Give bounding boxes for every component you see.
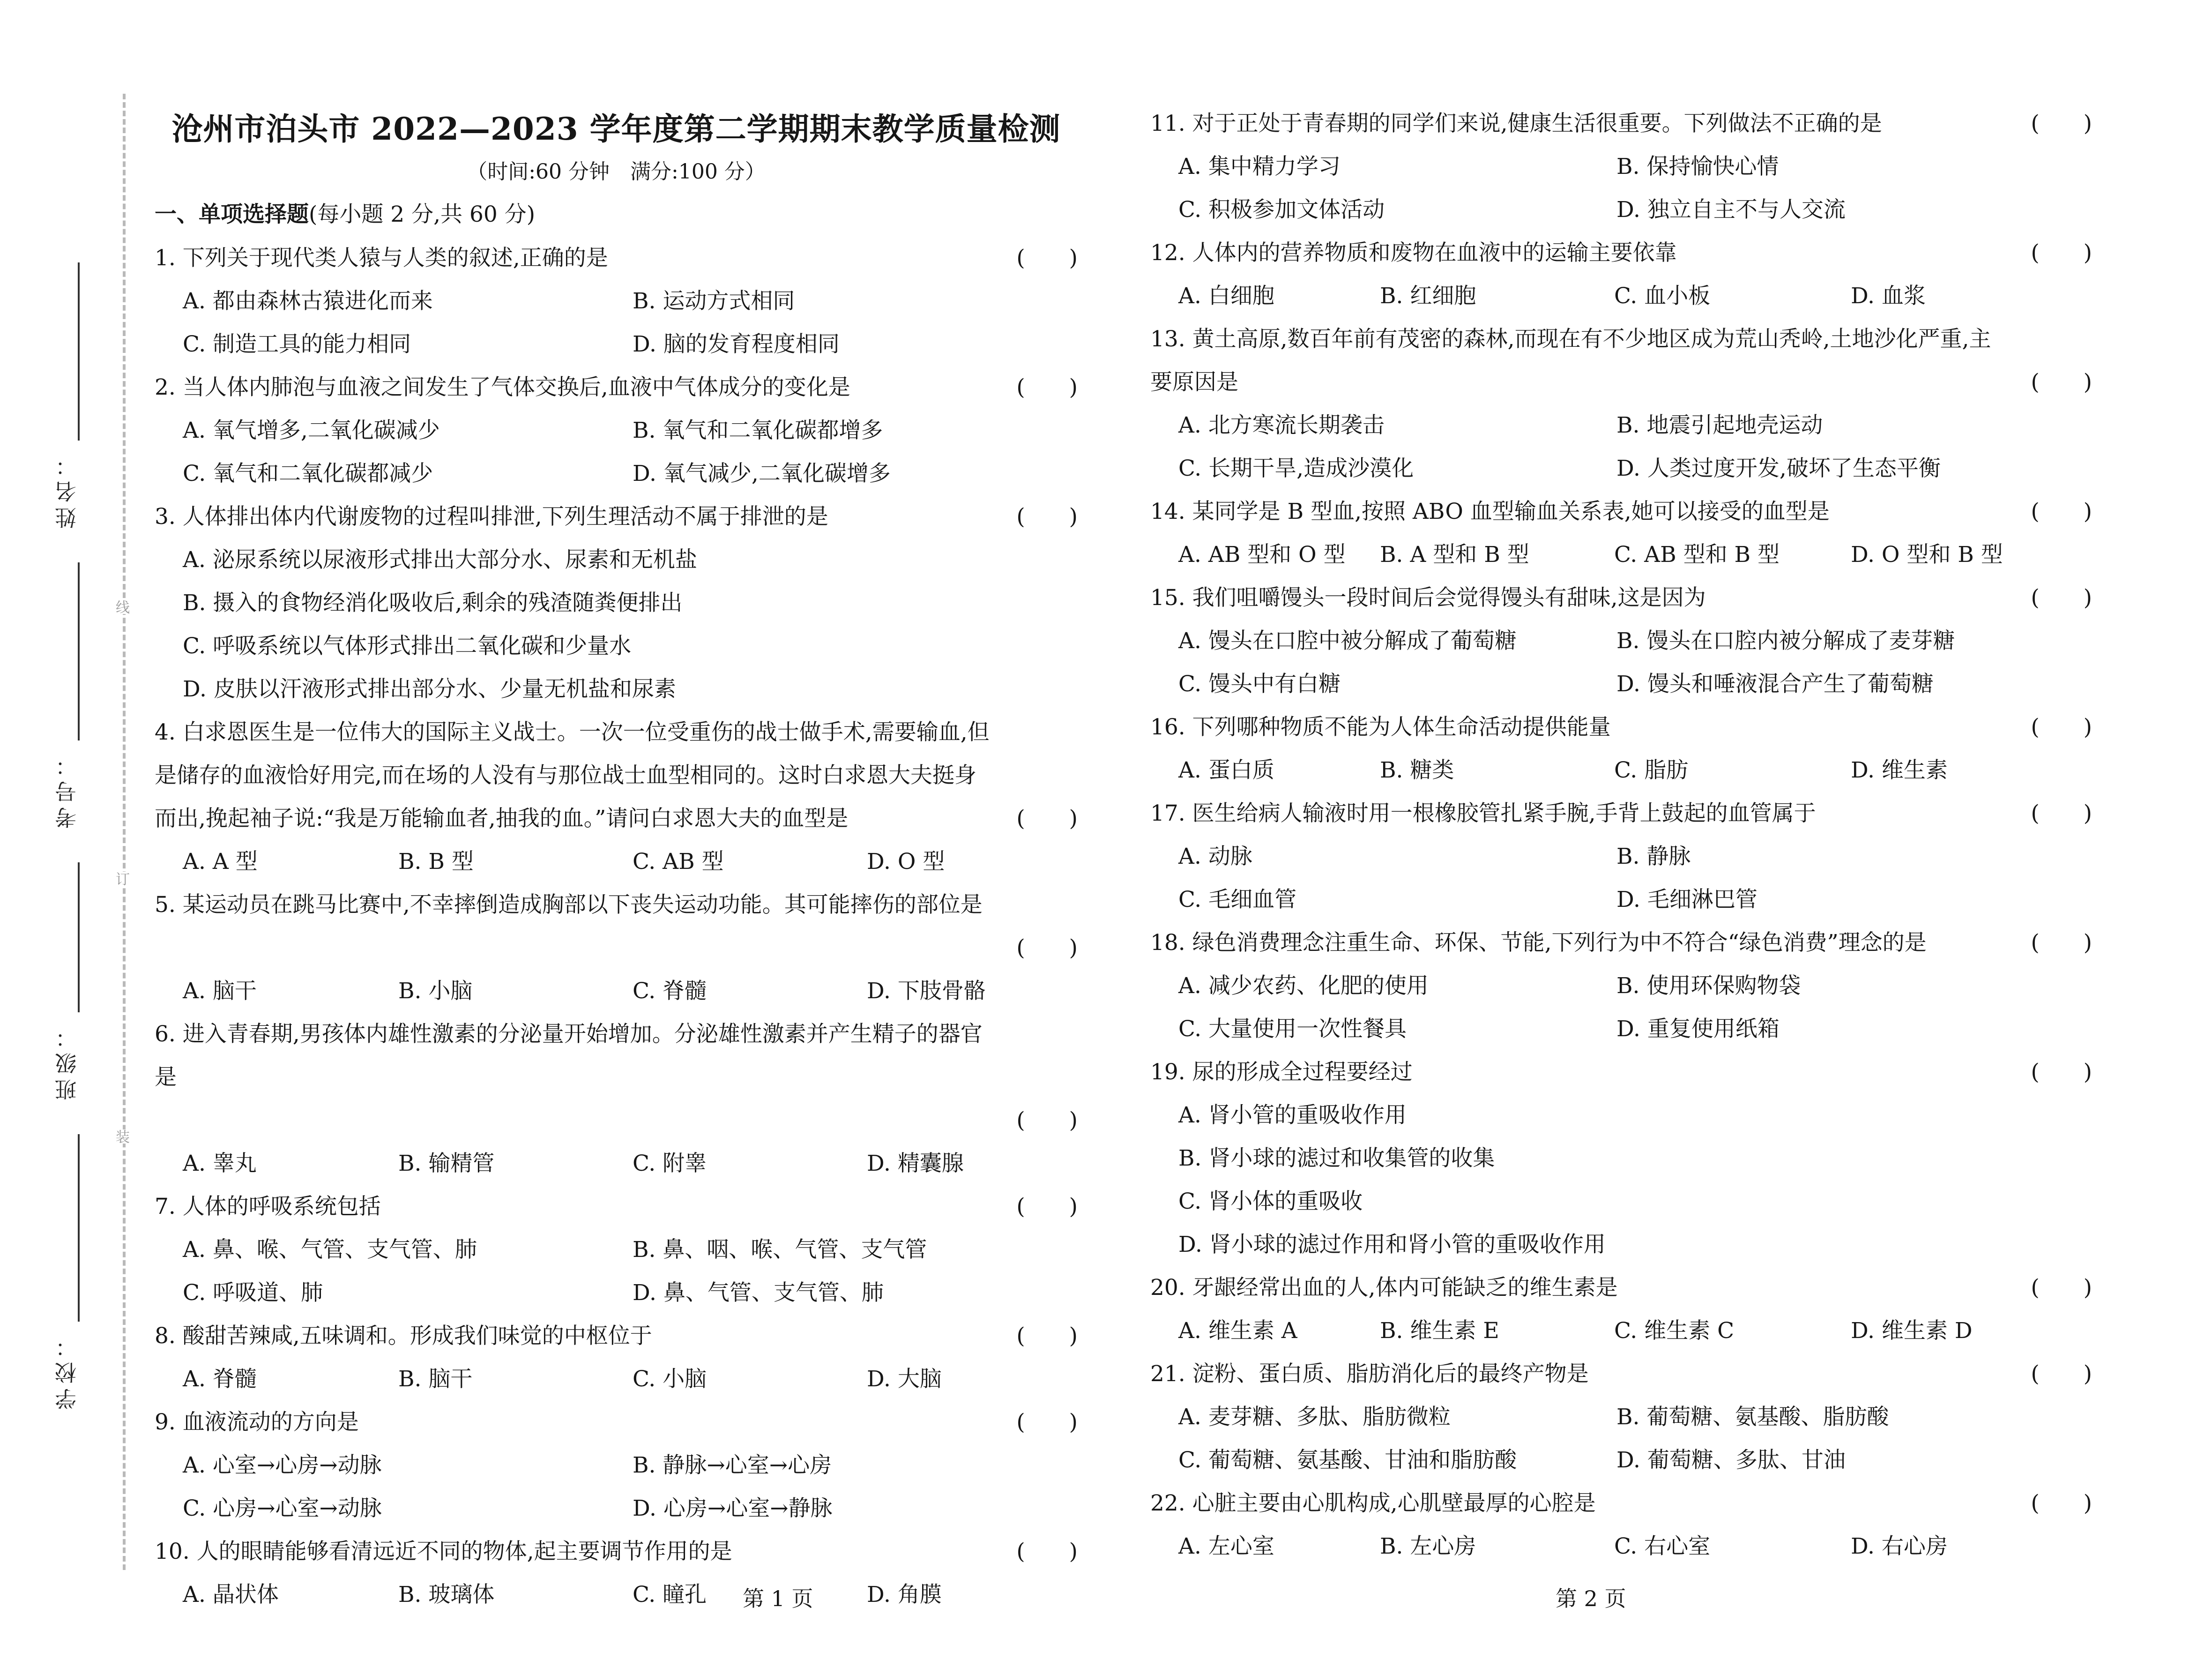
option-c: C. 氧气和二氧化碳都减少 <box>183 461 433 486</box>
seal-mark-line: 线 <box>112 600 131 614</box>
option-a: A. 集中精力学习 <box>1178 154 1341 179</box>
option-a: A. 睾丸 <box>183 1151 257 1176</box>
question-stem <box>1150 1051 2092 1094</box>
question-item <box>155 237 1078 366</box>
answer-bracket[interactable]: ( ) <box>2031 585 2092 611</box>
answer-bracket[interactable]: ( ) <box>2031 1361 2092 1387</box>
question-text: 19. 尿的形成全过程要经过 <box>1150 1059 1413 1085</box>
option-list <box>1150 145 2092 232</box>
option-b: B. 静脉 <box>1616 844 1691 869</box>
option-d: D. 维生素 <box>1851 757 1948 783</box>
option-d: D. 氧气减少,二氧化碳增多 <box>633 461 891 486</box>
option-b: B. 葡萄糖、氨基酸、脂肪酸 <box>1616 1404 1889 1430</box>
option-list <box>155 1228 1078 1315</box>
question-stem <box>155 1401 1078 1444</box>
option-b: B. 左心房 <box>1380 1533 1476 1559</box>
question-item <box>1150 1051 2092 1266</box>
question-item <box>1150 706 2092 792</box>
option-c: C. 右心室 <box>1614 1533 1711 1559</box>
question-item <box>1150 318 2092 490</box>
question-item <box>1150 921 2092 1051</box>
option-b: B. 运动方式相同 <box>633 288 795 314</box>
question-text: 8. 酸甜苦辣咸,五味调和。形成我们味觉的中枢位于 <box>155 1323 652 1349</box>
option-list <box>155 409 1078 495</box>
answer-bracket[interactable]: ( ) <box>1016 245 1078 271</box>
option-d: D. 肾小球的滤过作用和肾小管的重吸收作用 <box>1178 1232 1606 1257</box>
question-item <box>1150 792 2092 921</box>
option-list <box>1150 1525 2092 1568</box>
option-b: B. 摄入的食物经消化吸收后,剩余的残渣随粪便排出 <box>183 590 683 616</box>
page-number-right: 第 2 页 <box>1556 1586 1626 1611</box>
option-list <box>155 1444 1078 1530</box>
option-b: B. 地震引起地壳运动 <box>1616 412 1823 438</box>
option-a: A. 晶状体 <box>183 1582 279 1608</box>
question-text: 13. 黄土高原,数百年前有茂密的森林,而现在有不少地区成为荒山秃岭,土地沙化严重,主要原因是 <box>1150 326 1991 395</box>
question-text: 18. 绿色消费理念注重生命、环保、节能,下列行为中不符合“绿色消费”理念的是 <box>1150 930 1927 956</box>
option-a: A. 左心室 <box>1178 1533 1274 1559</box>
option-d: D. 下肢骨骼 <box>867 978 986 1004</box>
question-text: 17. 医生给病人输液时用一根橡胶管扎紧手腕,手背上鼓起的血管属于 <box>1150 800 1816 826</box>
answer-bracket[interactable]: ( ) <box>2031 111 2092 136</box>
option-b: B. 使用环保购物袋 <box>1616 973 1801 999</box>
question-stem <box>1150 102 2092 145</box>
name-field <box>78 262 80 441</box>
question-stem <box>155 237 1078 280</box>
option-c: C. 肾小体的重吸收 <box>1178 1189 1363 1214</box>
answer-bracket[interactable]: ( ) <box>1016 504 1078 530</box>
option-list <box>155 1573 1078 1616</box>
option-a: A. AB 型和 O 型 <box>1178 542 1346 568</box>
page-number-left: 第 1 页 <box>743 1586 813 1611</box>
section-title: 一、单项选择题 <box>155 202 309 227</box>
option-list <box>1150 965 2092 1051</box>
question-text: 20. 牙龈经常出血的人,体内可能缺乏的维生素是 <box>1150 1275 1618 1301</box>
option-d: D. 人类过度开发,破坏了生态平衡 <box>1616 456 1941 481</box>
question-text: 1. 下列关于现代类人猿与人类的叙述,正确的是 <box>155 245 608 271</box>
option-a: A. 蛋白质 <box>1178 757 1274 783</box>
option-d: D. 重复使用纸箱 <box>1616 1016 1780 1042</box>
question-list-right <box>1150 102 2092 1568</box>
exam-no-label: 考号： <box>54 750 80 829</box>
question-item <box>1150 1266 2092 1353</box>
question-text: 21. 淀粉、蛋白质、脂肪消化后的最终产物是 <box>1150 1361 1589 1387</box>
option-b: B. 红细胞 <box>1380 283 1476 309</box>
option-a: A. 脑干 <box>183 978 257 1004</box>
answer-bracket[interactable]: ( ) <box>2031 1059 2092 1085</box>
option-a: A. 心室→心房→动脉 <box>183 1452 382 1478</box>
seal-mark-bind: 订 <box>112 872 131 886</box>
option-c: C. 长期干旱,造成沙漠化 <box>1178 456 1414 481</box>
option-d: D. 葡萄糖、多肽、甘油 <box>1616 1447 1846 1473</box>
option-c: C. 大量使用一次性餐具 <box>1178 1016 1407 1042</box>
option-list <box>155 280 1078 366</box>
question-item <box>155 1185 1078 1315</box>
question-stem <box>155 1530 1078 1573</box>
option-a: A. 馒头在口腔中被分解成了葡萄糖 <box>1178 628 1517 654</box>
option-d: D. 精囊腺 <box>867 1151 964 1176</box>
option-b: B. 维生素 E <box>1380 1318 1499 1344</box>
question-item <box>155 1315 1078 1401</box>
answer-bracket[interactable]: ( ) <box>2031 800 2092 826</box>
question-stem <box>1150 1353 2092 1396</box>
option-b: B. 肾小球的滤过和收集管的收集 <box>1178 1145 1495 1171</box>
question-stem <box>155 1185 1078 1228</box>
option-list <box>155 970 1078 1013</box>
question-stem <box>1150 921 2092 965</box>
option-a: A. 脊髓 <box>183 1366 257 1392</box>
option-a: A. A 型 <box>183 849 258 875</box>
question-text: 7. 人体的呼吸系统包括 <box>155 1194 381 1219</box>
name-label: 姓名： <box>54 450 80 529</box>
question-stem <box>1150 706 2092 749</box>
option-c: C. 瞳孔 <box>633 1582 707 1608</box>
option-list <box>1150 620 2092 706</box>
question-text: 4. 白求恩医生是一位伟大的国际主义战士。一次一位受重伤的战士做手术,需要输血,但是储存的血液恰好用完,而在场的人没有与那位战士血型相同的。这时白求恩大夫挺身而出,挽起袖子说:“我是万能输血者,抽我的血。”请问白求恩大夫的血型是 <box>155 719 990 831</box>
option-c: C. 附睾 <box>633 1151 707 1176</box>
question-item <box>1150 576 2092 706</box>
exam-no-field <box>78 562 80 740</box>
option-c: C. 心房→心室→动脉 <box>183 1495 382 1521</box>
question-text: 6. 进入青春期,男孩体内雄性激素的分泌量开始增加。分泌雄性激素并产生精子的器官是 <box>155 1021 983 1090</box>
answer-bracket[interactable]: ( ) <box>1016 1539 1078 1564</box>
question-stem <box>1150 1266 2092 1309</box>
option-c: C. 葡萄糖、氨基酸、甘油和脂肪酸 <box>1178 1447 1517 1473</box>
binding-dashed-line <box>123 94 126 1570</box>
question-stem <box>155 366 1078 409</box>
question-item <box>155 495 1078 711</box>
question-stem <box>155 711 1078 840</box>
question-text: 15. 我们咀嚼馒头一段时间后会觉得馒头有甜味,这是因为 <box>1150 585 1706 611</box>
option-b: B. 鼻、咽、喉、气管、支气管 <box>633 1237 927 1263</box>
option-d: D. 角膜 <box>867 1582 942 1608</box>
exam-subtitle: （时间:60 分钟 满分:100 分） <box>467 160 766 184</box>
option-c: C. AB 型和 B 型 <box>1614 542 1780 568</box>
question-text: 5. 某运动员在跳马比赛中,不幸摔倒造成胸部以下丧失运动功能。其可能摔伤的部位是 <box>155 892 983 918</box>
option-d: D. 脑的发育程度相同 <box>633 331 840 357</box>
option-list <box>155 840 1078 883</box>
question-stem <box>155 495 1078 538</box>
question-stem <box>1150 792 2092 835</box>
question-text: 16. 下列哪种物质不能为人体生命活动提供能量 <box>1150 714 1611 740</box>
question-stem <box>155 883 1078 970</box>
question-item <box>1150 1482 2092 1568</box>
option-list <box>155 1142 1078 1185</box>
class-label: 班级： <box>54 1022 80 1100</box>
seal-mark-fix: 装 <box>112 1129 131 1144</box>
option-a: A. 北方寒流长期袭击 <box>1178 412 1385 438</box>
option-list <box>1150 749 2092 792</box>
section-heading <box>155 197 535 228</box>
option-b: B. A 型和 B 型 <box>1380 542 1529 568</box>
option-list <box>155 538 1078 711</box>
answer-bracket[interactable]: ( ) <box>2031 240 2092 266</box>
question-text: 22. 心脏主要由心肌构成,心肌壁最厚的心腔是 <box>1150 1490 1596 1516</box>
option-d: D. 毛细淋巴管 <box>1616 887 1758 912</box>
answer-bracket[interactable]: ( ) <box>2031 1490 2092 1516</box>
option-list <box>1150 275 2092 318</box>
class-field <box>78 862 80 1012</box>
question-text: 11. 对于正处于青春期的同学们来说,健康生活很重要。下列做法不正确的是 <box>1150 111 1882 136</box>
exam-title: 沧州市泊头市 2022—2023 学年度第二学期期末教学质量检测 <box>171 111 1061 147</box>
question-list-left <box>155 237 1078 1616</box>
option-c: C. 积极参加文体活动 <box>1178 197 1385 223</box>
question-item <box>155 711 1078 883</box>
answer-bracket[interactable]: ( ) <box>2031 714 2092 740</box>
option-c: C. 馒头中有白糖 <box>1178 671 1341 697</box>
option-list <box>1150 404 2092 490</box>
option-list <box>1150 533 2092 576</box>
option-a: A. 肾小管的重吸收作用 <box>1178 1102 1407 1128</box>
answer-bracket[interactable]: ( ) <box>1016 935 1078 961</box>
question-stem <box>1150 232 2092 275</box>
option-a: A. 白细胞 <box>1178 283 1274 309</box>
question-stem <box>155 1013 1078 1142</box>
option-b: B. 脑干 <box>398 1366 473 1392</box>
section-note: (每小题 2 分,共 60 分) <box>309 202 536 227</box>
option-list <box>155 1358 1078 1401</box>
option-a: A. 麦芽糖、多肽、脂肪微粒 <box>1178 1404 1451 1430</box>
option-a: A. 鼻、喉、气管、支气管、肺 <box>183 1237 477 1263</box>
answer-bracket[interactable]: ( ) <box>1016 1323 1078 1349</box>
option-d: D. 右心房 <box>1851 1533 1948 1559</box>
option-c: C. 小脑 <box>633 1366 707 1392</box>
question-item <box>155 1401 1078 1530</box>
answer-bracket[interactable]: ( ) <box>1016 1409 1078 1435</box>
option-b: B. B 型 <box>398 849 474 875</box>
option-c: C. 呼吸系统以气体形式排出二氧化碳和少量水 <box>183 633 632 659</box>
question-text: 10. 人的眼睛能够看清远近不同的物体,起主要调节作用的是 <box>155 1539 732 1564</box>
option-b: B. 小脑 <box>398 978 473 1004</box>
option-d: D. O 型和 B 型 <box>1851 542 2003 568</box>
option-b: B. 玻璃体 <box>398 1582 495 1608</box>
question-stem <box>1150 490 2092 533</box>
answer-bracket[interactable]: ( ) <box>2031 369 2092 395</box>
option-c: C. 血小板 <box>1614 283 1711 309</box>
option-d: D. 大脑 <box>867 1366 942 1392</box>
option-a: A. 减少农药、化肥的使用 <box>1178 973 1429 999</box>
option-b: B. 糖类 <box>1380 757 1454 783</box>
option-a: A. 维生素 A <box>1178 1318 1297 1344</box>
option-c: C. 脂肪 <box>1614 757 1689 783</box>
option-a: A. 都由森林古猿进化而来 <box>183 288 433 314</box>
school-field <box>78 1134 80 1322</box>
answer-bracket[interactable]: ( ) <box>2031 930 2092 956</box>
answer-bracket[interactable]: ( ) <box>1016 806 1078 831</box>
option-c: C. 制造工具的能力相同 <box>183 331 411 357</box>
question-text: 2. 当人体内肺泡与血液之间发生了气体交换后,血液中气体成分的变化是 <box>155 374 850 400</box>
option-list <box>1150 1094 2092 1266</box>
answer-bracket[interactable]: ( ) <box>1016 374 1078 400</box>
option-a: A. 氧气增多,二氧化碳减少 <box>183 418 440 443</box>
question-item <box>1150 232 2092 318</box>
option-d: D. 皮肤以汗液形式排出部分水、少量无机盐和尿素 <box>183 676 676 702</box>
option-list <box>1150 835 2092 921</box>
question-stem <box>155 1315 1078 1358</box>
option-d: D. 馒头和唾液混合产生了葡萄糖 <box>1616 671 1934 697</box>
option-c: C. 呼吸道、肺 <box>183 1280 323 1306</box>
option-list <box>1150 1396 2092 1482</box>
question-item <box>155 366 1078 495</box>
option-b: B. 馒头在口腔内被分解成了麦芽糖 <box>1616 628 1955 654</box>
option-list <box>1150 1309 2092 1353</box>
question-stem <box>1150 1482 2092 1525</box>
question-stem <box>1150 318 2092 404</box>
question-stem <box>1150 576 2092 620</box>
school-label: 学校： <box>54 1331 80 1410</box>
question-text: 3. 人体排出体内代谢废物的过程叫排泄,下列生理活动不属于排泄的是 <box>155 504 828 530</box>
binding-margin <box>0 0 141 1660</box>
option-b: B. 保持愉快心情 <box>1616 154 1779 179</box>
question-item <box>1150 490 2092 576</box>
answer-bracket[interactable]: ( ) <box>1016 1107 1078 1133</box>
option-b: B. 氧气和二氧化碳都增多 <box>633 418 883 443</box>
option-d: D. 血浆 <box>1851 283 1926 309</box>
option-c: C. 脊髓 <box>633 978 707 1004</box>
answer-bracket[interactable]: ( ) <box>2031 499 2092 524</box>
question-item <box>1150 102 2092 232</box>
question-item <box>155 1530 1078 1616</box>
option-d: D. 维生素 D <box>1851 1318 1973 1344</box>
question-text: 14. 某同学是 B 型血,按照 ABO 血型输血关系表,她可以接受的血型是 <box>1150 499 1830 524</box>
option-c: C. 毛细血管 <box>1178 887 1297 912</box>
question-item <box>155 1013 1078 1185</box>
option-d: D. 鼻、气管、支气管、肺 <box>633 1280 884 1306</box>
option-a: A. 动脉 <box>1178 844 1252 869</box>
option-c: C. 维生素 C <box>1614 1318 1735 1344</box>
option-a: A. 泌尿系统以尿液形式排出大部分水、尿素和无机盐 <box>183 547 697 573</box>
option-b: B. 输精管 <box>398 1151 495 1176</box>
question-text: 12. 人体内的营养物质和废物在血液中的运输主要依靠 <box>1150 240 1677 266</box>
option-d: D. 独立自主不与人交流 <box>1616 197 1846 223</box>
option-b: B. 静脉→心室→心房 <box>633 1452 832 1478</box>
question-item <box>1150 1353 2092 1482</box>
option-d: D. 心房→心室→静脉 <box>633 1495 833 1521</box>
answer-bracket[interactable]: ( ) <box>1016 1194 1078 1219</box>
option-d: D. O 型 <box>867 849 945 875</box>
option-c: C. AB 型 <box>633 849 724 875</box>
answer-bracket[interactable]: ( ) <box>2031 1275 2092 1301</box>
question-item <box>155 883 1078 1013</box>
question-text: 9. 血液流动的方向是 <box>155 1409 359 1435</box>
